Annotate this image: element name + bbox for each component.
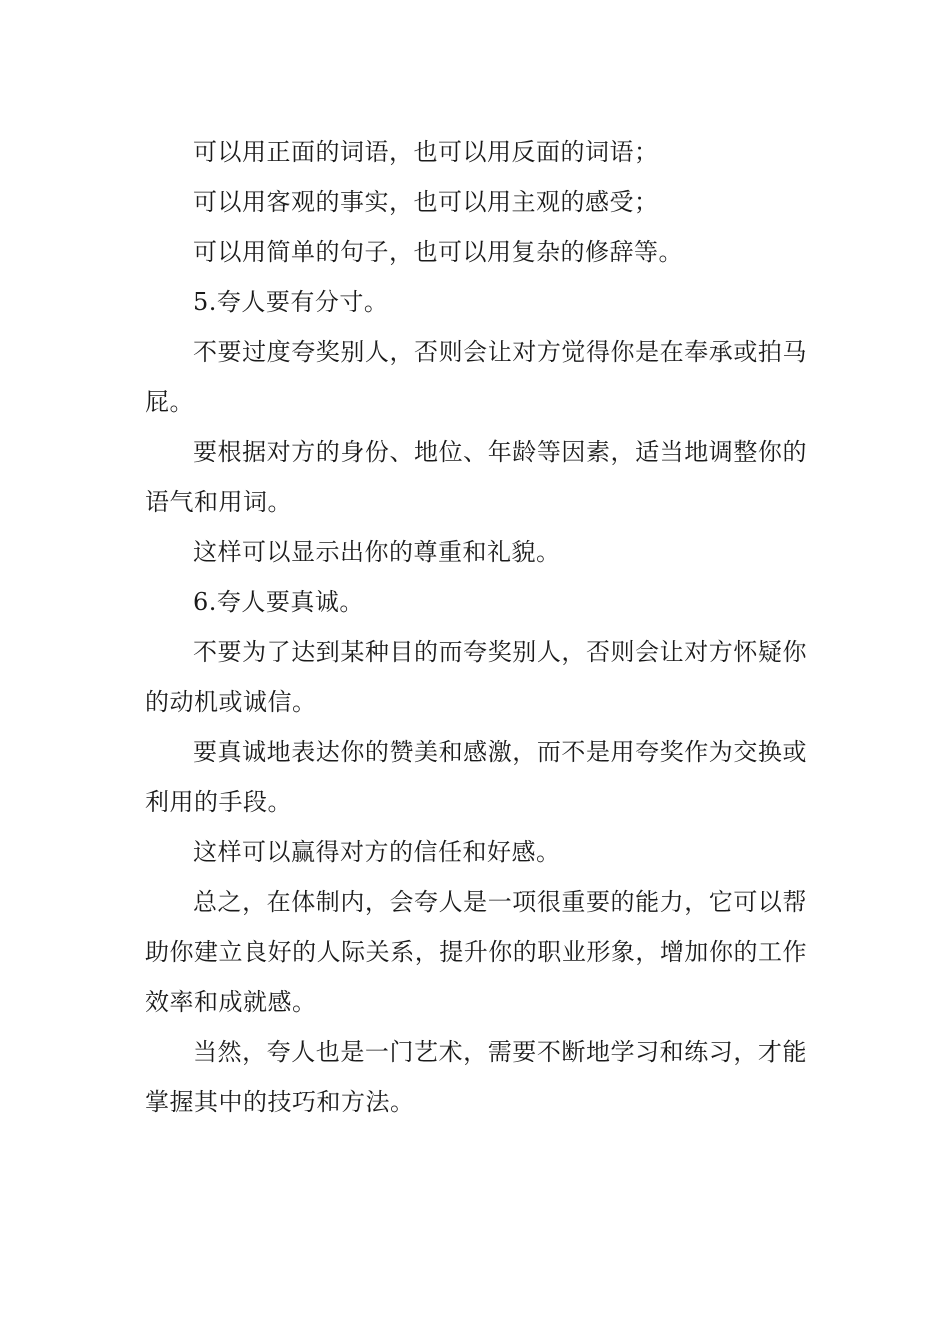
paragraph: 这样可以显示出你的尊重和礼貌。 bbox=[193, 538, 561, 566]
paragraph: 不要为了达到某种目的而夸奖别人，否则会让对方怀疑你的动机或诚信。 bbox=[145, 638, 807, 716]
paragraph: 总之，在体制内，会夸人是一项很重要的能力，它可以帮助你建立良好的人际关系，提升你的职业形象，增加你的工作效率和成就感。 bbox=[145, 888, 807, 1016]
document-body bbox=[145, 127, 807, 1127]
paragraph: 不要过度夸奖别人，否则会让对方觉得你是在奉承或拍马屁。 bbox=[145, 338, 807, 416]
paragraph: 要根据对方的身份、地位、年龄等因素，适当地调整你的语气和用词。 bbox=[145, 438, 807, 516]
paragraph: 可以用简单的句子，也可以用复杂的修辞等。 bbox=[193, 238, 683, 266]
paragraph: 可以用客观的事实，也可以用主观的感受； bbox=[193, 188, 659, 216]
paragraph: 当然，夸人也是一门艺术，需要不断地学习和练习，才能掌握其中的技巧和方法。 bbox=[145, 1038, 807, 1116]
section-heading: 5.夸人要有分寸。 bbox=[193, 288, 389, 316]
paragraph: 要真诚地表达你的赞美和感激，而不是用夸奖作为交换或利用的手段。 bbox=[145, 738, 807, 816]
section-heading: 6.夸人要真诚。 bbox=[193, 588, 364, 616]
paragraph: 可以用正面的词语，也可以用反面的词语； bbox=[193, 138, 659, 166]
paragraph: 这样可以赢得对方的信任和好感。 bbox=[193, 838, 561, 866]
